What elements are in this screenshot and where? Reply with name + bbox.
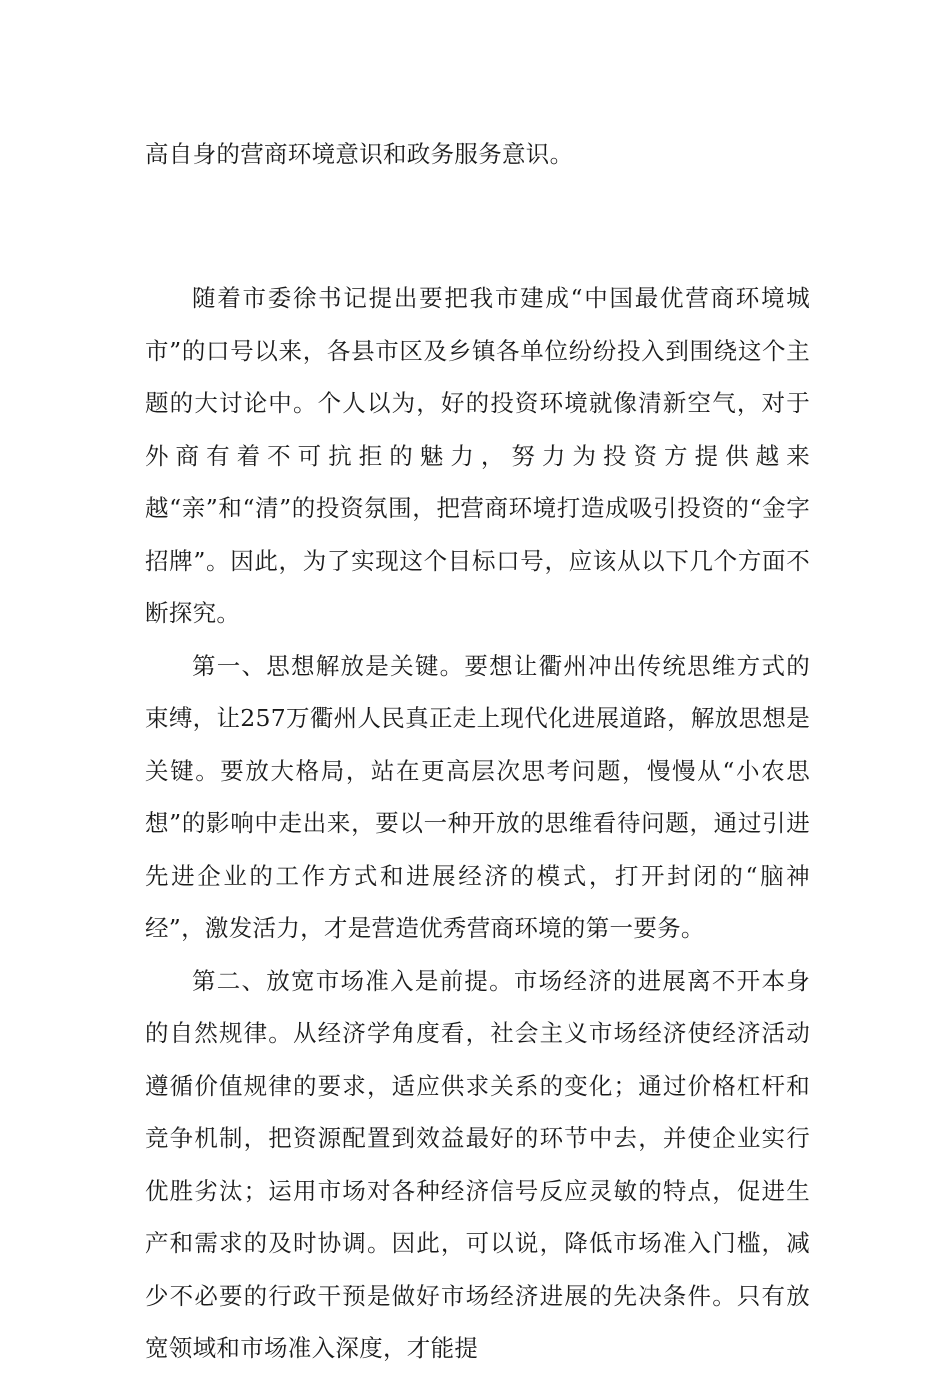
body-text-block [145,272,810,1375]
continued-paragraph: 高自身的营商环境意识和政务服务意识。 [145,140,574,168]
paragraph-point-one: 第一、思想解放是关键。要想让衢州冲出传统思维方式的束缚，让257万衢州人民真正走上现代化进展道路，解放思想是关键。要放大格局，站在更高层次思考问题，慢慢从“小农思想”的影响中走出来，要以一种开放的思维看待问题，通过引进先进企业的工作方式和进展经济的模式，打开封闭的“脑神经”，激发活力，才是营造优秀营商环境的第一要务。 [145,651,810,942]
paragraph-intro: 随着市委徐书记提出要把我市建成“中国最优营商环境城市”的口号以来，各县市区及乡镇各单位纷纷投入到围绕这个主题的大讨论中。个人以为，好的投资环境就像清新空气，对于外商有着不可抗拒的魅力，努力为投资方提供越来越“亲”和“清”的投资氛围，把营商环境打造成吸引投资的“金字招牌”。因此，为了实现这个目标口号，应该从以下几个方面不断探究。 [145,284,810,627]
paragraph-point-two: 第二、放宽市场准入是前提。市场经济的进展离不开本身的自然规律。从经济学角度看，社会主义市场经济使经济活动遵循价值规律的要求，适应供求关系的变化；通过价格杠杆和竞争机制，把资源配置到效益最好的环节中去，并使企业实行优胜劣汰；运用市场对各种经济信号反应灵敏的特点，促进生产和需求的及时协调。因此，可以说，降低市场准入门槛，减少不必要的行政干预是做好市场经济进展的先决条件。只有放宽领域和市场准入深度，才能提 [145,966,810,1362]
continued-text-block [145,128,810,181]
